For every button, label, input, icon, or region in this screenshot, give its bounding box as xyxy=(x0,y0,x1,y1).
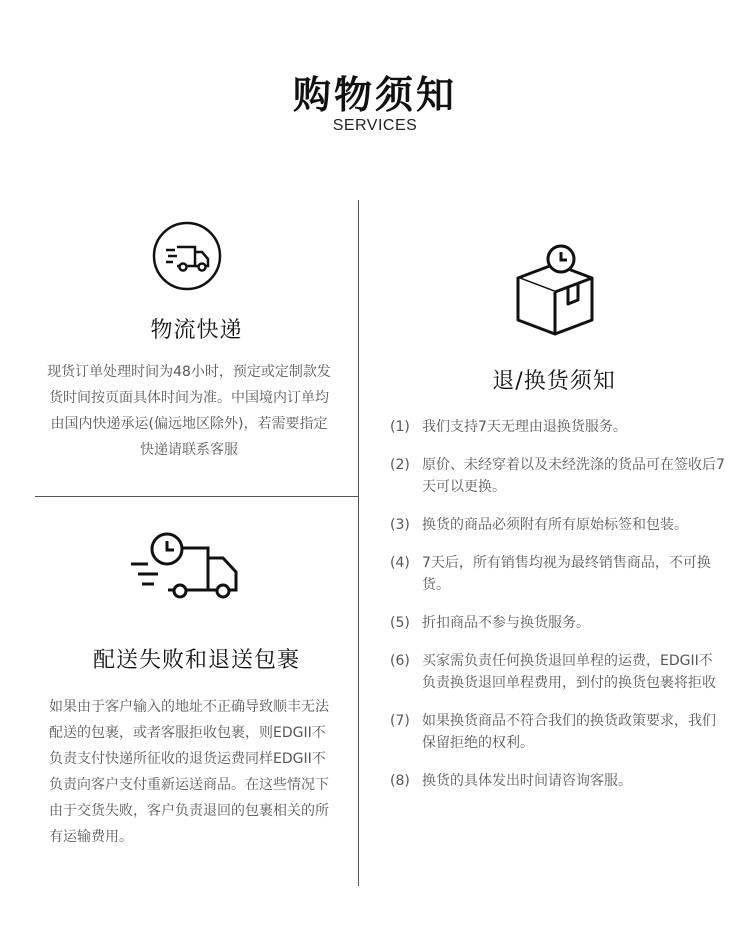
failed-delivery-title: 配送失败和退送包裹 xyxy=(92,648,300,673)
page-title: 购物须知 xyxy=(292,73,457,117)
failed-delivery-text: 如果由于客户输入的地址不正确导致顺丰无法配送的包裹，或者客服拒收包裹，则EDGII不负责支付快递所征收的退货运费同样EDGII不负责向客户支付重新运送商品。在这些情况下由于交货失败，客户负责退回的包裹相关的所有运输费用。 xyxy=(49,699,329,845)
list-item: (8) 换货的具体发出时间请咨询客服。 xyxy=(390,773,632,789)
horizontal-divider xyxy=(35,496,358,497)
delivery-truck-icon xyxy=(151,220,223,292)
list-item: (4) 7天后，所有销售均视为最终销售商品，不可换货。 xyxy=(390,555,711,593)
logistics-title: 物流快递 xyxy=(150,318,243,343)
list-item: (1) 我们支持7天无理由退换货服务。 xyxy=(390,419,627,435)
list-item: (3) 换货的商品必须附有所有原始标签和包装。 xyxy=(390,517,688,533)
returns-title: 退/换货须知 xyxy=(492,369,616,394)
page-subtitle: SERVICES xyxy=(332,117,418,134)
logistics-text: 现货订单处理时间为48小时，预定或定制款发货时间按页面具体时间为准。中国境内订单均由国内快递承运(偏远地区除外)，若需要指定快递请联系客服 xyxy=(47,364,331,458)
box-clock-icon xyxy=(512,240,598,340)
list-item: (7) 如果换货商品不符合我们的换货政策要求，我们保留拒绝的权利。 xyxy=(390,713,716,751)
vertical-divider xyxy=(358,200,359,886)
list-item: (2) 原价、未经穿着以及未经洗涤的货品可在签收后7天可以更换。 xyxy=(390,457,725,495)
truck-clock-icon xyxy=(128,530,242,600)
list-item: (6) 买家需负责任何换货退回单程的运费，EDGII不负责换货退回单程费用，到付的换货包裹将拒收 xyxy=(390,653,716,691)
list-item: (5) 折扣商品不参与换货服务。 xyxy=(390,615,590,631)
returns-rules-list xyxy=(390,416,725,808)
